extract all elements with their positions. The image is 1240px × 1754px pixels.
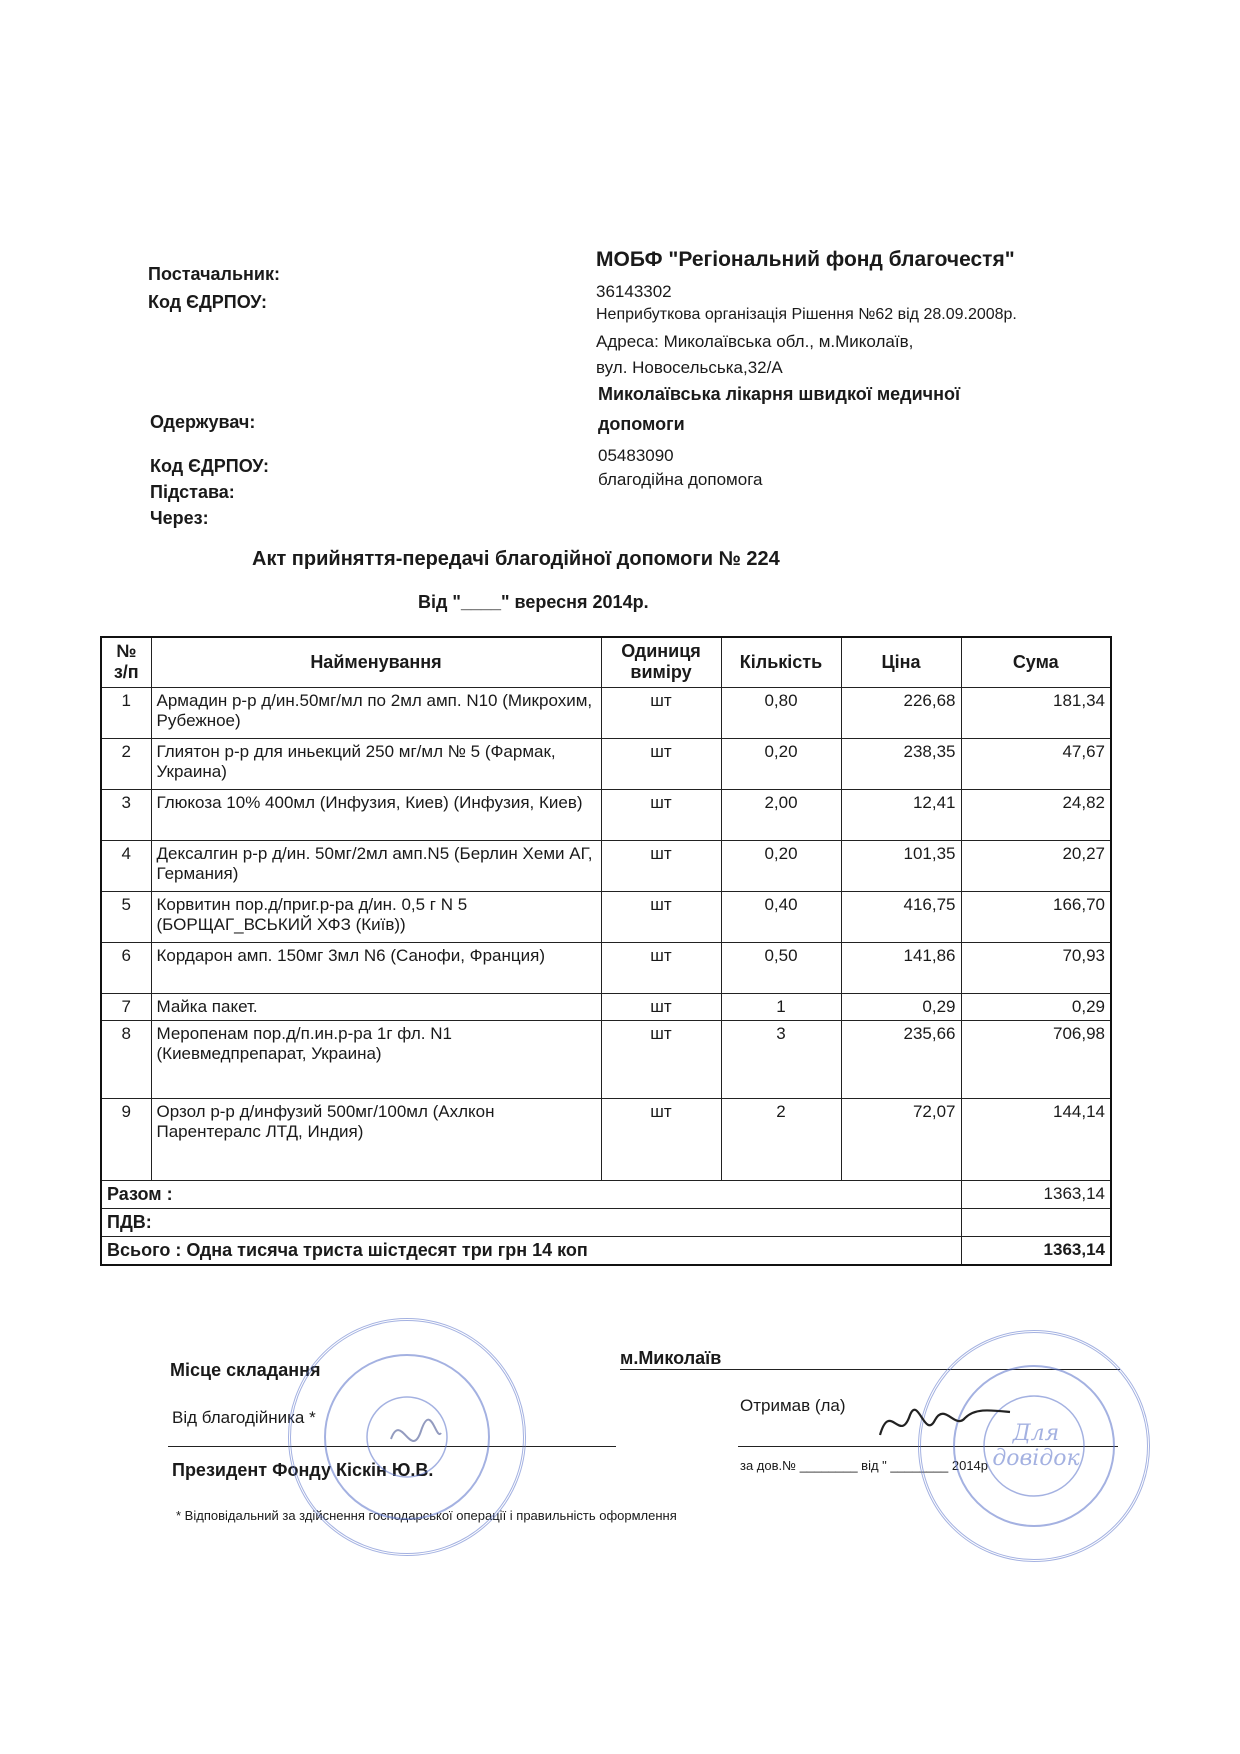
row-name: Армадин р-р д/ин.50мг/мл по 2мл амп. N10 (Микрохим, Рубежное) [151, 687, 601, 738]
table-body [101, 687, 1111, 1265]
row-name: Глиятон р-р для иньекций 250 мг/мл № 5 (Фармак, Украина) [151, 738, 601, 789]
table-row [101, 993, 1111, 1020]
footnote: * Відповідальний за здійснення господарської операції і правильність оформлення [176, 1508, 677, 1523]
row-unit: шт [601, 891, 721, 942]
row-name: Корвитин пор.д/приг.р-ра д/ин. 0,5 г N 5 (БОРЩАГ_ВСЬКИЙ ХФЗ (Київ)) [151, 891, 601, 942]
row-qty: 2,00 [721, 789, 841, 840]
supplier-note: Неприбуткова організація Рішення №62 від 28.09.2008р. [596, 306, 1017, 323]
received-label: Отримав (ла) [740, 1396, 846, 1415]
subtotal-label: Разом : [101, 1180, 961, 1208]
row-number: 9 [101, 1098, 151, 1180]
row-sum: 166,70 [961, 891, 1111, 942]
recipient-label: Одержувач: [150, 412, 256, 432]
table-row [101, 738, 1111, 789]
president-name: Президент Фонду Кіскін Ю.В. [172, 1460, 434, 1480]
row-name: Меропенам пор.д/п.ин.р-ра 1г фл. N1 (Киевмедпрепарат, Украина) [151, 1020, 601, 1098]
signature-icon [870, 1390, 1020, 1450]
row-qty: 3 [721, 1020, 841, 1098]
row-unit: шт [601, 840, 721, 891]
place-value: м.Миколаїв [620, 1348, 1120, 1370]
row-qty: 1 [721, 993, 841, 1020]
row-qty: 0,40 [721, 891, 841, 942]
row-qty: 2 [721, 1098, 841, 1180]
col-header-qty: Кількість [721, 637, 841, 687]
power-from: від [861, 1458, 879, 1473]
col-header-price: Ціна [841, 637, 961, 687]
supplier-code: 36143302 [596, 282, 672, 301]
from-donor-text: Від благодійника [172, 1408, 305, 1427]
row-unit: шт [601, 1098, 721, 1180]
row-sum: 70,93 [961, 942, 1111, 993]
recipient-stamp-text: Для довідок [992, 1421, 1080, 1471]
row-number: 5 [101, 891, 151, 942]
supplier-label: Постачальник: [148, 264, 280, 284]
row-qty: 0,20 [721, 738, 841, 789]
row-number: 3 [101, 789, 151, 840]
row-price: 101,35 [841, 840, 961, 891]
row-name: Орзол р-р д/инфузий 500мг/100мл (Ахлкон Парентералс ЛТД, Индия) [151, 1098, 601, 1180]
items-table [100, 636, 1112, 1266]
donor-stamp [288, 1318, 526, 1556]
row-number: 1 [101, 687, 151, 738]
recipient-signature [870, 1390, 1020, 1455]
table-row [101, 891, 1111, 942]
vat-row [101, 1208, 1111, 1236]
table-row [101, 789, 1111, 840]
recipient-name-2: допомоги [598, 414, 685, 434]
recipient-code-label: Код ЄДРПОУ: [150, 456, 270, 476]
row-number: 7 [101, 993, 151, 1020]
power-of-attorney: за дов.№ ________ від " ________ 2014р [740, 1458, 989, 1473]
supplier-name: МОБФ "Регіональний фонд благочестя" [596, 248, 1015, 271]
col-header-name: Найменування [151, 637, 601, 687]
row-unit: шт [601, 687, 721, 738]
basis-label: Підстава: [150, 482, 235, 502]
table-row [101, 1020, 1111, 1098]
recipient-name-1: Миколаївська лікарня швидкої медичної [598, 384, 961, 404]
row-name: Дексалгин р-р д/ин. 50мг/2мл амп.N5 (Берлин Хеми АГ, Германия) [151, 840, 601, 891]
row-number: 4 [101, 840, 151, 891]
vat-label: ПДВ: [101, 1208, 961, 1236]
row-name: Кордарон амп. 150мг 3мл N6 (Санофи, Франция) [151, 942, 601, 993]
row-qty: 0,20 [721, 840, 841, 891]
row-price: 235,66 [841, 1020, 961, 1098]
row-qty: 0,50 [721, 942, 841, 993]
row-price: 72,07 [841, 1098, 961, 1180]
supplier-address-1: Адреса: Миколаївська обл., м.Миколаїв, [596, 332, 914, 351]
row-sum: 181,34 [961, 687, 1111, 738]
basis-value: благодійна допомога [598, 470, 763, 489]
row-price: 226,68 [841, 687, 961, 738]
row-number: 2 [101, 738, 151, 789]
row-unit: шт [601, 1020, 721, 1098]
row-sum: 706,98 [961, 1020, 1111, 1098]
row-number: 6 [101, 942, 151, 993]
row-unit: шт [601, 789, 721, 840]
table-row [101, 1098, 1111, 1180]
table-row [101, 687, 1111, 738]
recipient-code: 05483090 [598, 446, 674, 465]
row-price: 238,35 [841, 738, 961, 789]
row-number: 8 [101, 1020, 151, 1098]
row-unit: шт [601, 738, 721, 789]
row-price: 0,29 [841, 993, 961, 1020]
row-name: Глюкоза 10% 400мл (Инфузия, Киев) (Инфузия, Киев) [151, 789, 601, 840]
power-year: 2014р [951, 1458, 989, 1473]
row-sum: 0,29 [961, 993, 1111, 1020]
row-sum: 20,27 [961, 840, 1111, 891]
total-row [101, 1236, 1111, 1265]
place-label: Місце складання [170, 1360, 321, 1380]
supplier-code-label: Код ЄДРПОУ: [148, 292, 268, 312]
col-header-number: № з/п [101, 637, 151, 687]
row-qty: 0,80 [721, 687, 841, 738]
donor-stamp-ring-icon [291, 1321, 523, 1553]
col-header-sum: Сума [961, 637, 1111, 687]
document-date: Від "____" вересня 2014р. [418, 592, 649, 612]
from-donor-mark: * [309, 1408, 316, 1427]
total-label: Всього : Одна тисяча триста шістдесят три грн 14 коп [101, 1236, 961, 1265]
document-title: Акт прийняття-передачі благодійної допомоги № 224 [252, 548, 780, 570]
power-label: за дов.№ [740, 1458, 797, 1473]
row-name: Майка пакет. [151, 993, 601, 1020]
table-row [101, 942, 1111, 993]
row-price: 12,41 [841, 789, 961, 840]
table-header-row [101, 637, 1111, 687]
subtotal-value: 1363,14 [961, 1180, 1111, 1208]
row-unit: шт [601, 942, 721, 993]
row-sum: 24,82 [961, 789, 1111, 840]
supplier-address-2: вул. Новосельська,32/А [596, 358, 783, 377]
total-value: 1363,14 [961, 1236, 1111, 1265]
row-sum: 47,67 [961, 738, 1111, 789]
subtotal-row [101, 1180, 1111, 1208]
row-sum: 144,14 [961, 1098, 1111, 1180]
vat-value [961, 1208, 1111, 1236]
row-unit: шт [601, 993, 721, 1020]
row-price: 141,86 [841, 942, 961, 993]
via-label: Через: [150, 508, 209, 528]
col-header-unit: Одиниця виміру [601, 637, 721, 687]
table-row [101, 840, 1111, 891]
row-price: 416,75 [841, 891, 961, 942]
